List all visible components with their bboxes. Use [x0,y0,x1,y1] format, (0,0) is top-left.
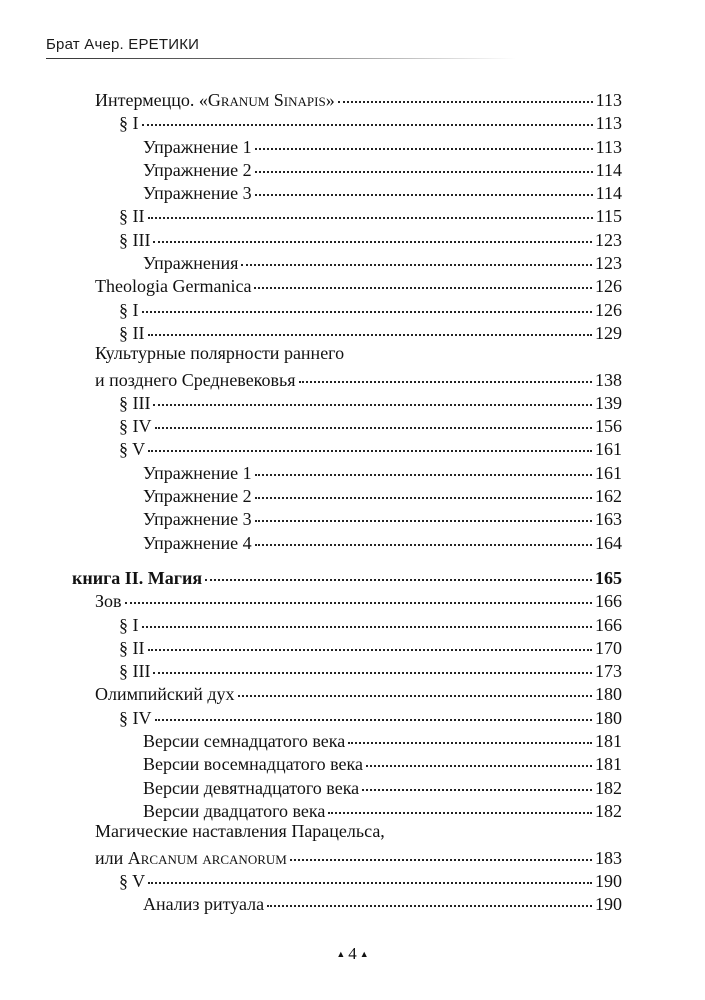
toc-entry[interactable] [119,319,622,342]
dot-leader [155,701,593,721]
toc-page-number: 165 [595,567,622,588]
toc-page-number: 173 [595,661,622,682]
toc-page-number: 183 [595,847,622,868]
dot-leader [241,246,592,266]
toc-entry-title-text: Упражнение 4 [143,532,252,553]
dot-leader [142,608,593,628]
toc-page-number: 181 [595,754,622,775]
table-of-contents [0,86,705,913]
toc-page-number: 181 [595,731,622,752]
toc-entry-title-text: или [95,847,128,868]
dot-leader [255,456,592,476]
toc-entry-title [119,438,145,461]
toc-entry-title-text: Упражнение 3 [143,509,252,530]
dot-leader [142,106,593,126]
toc-entry-title-text: § I [119,299,139,320]
toc-entry-title-text: § V [119,870,146,891]
running-head: Брат Ачер. ЕРЕТИКИ [46,36,200,53]
dot-leader [148,864,592,884]
toc-page-number: 113 [595,90,622,110]
dot-leader [338,83,593,103]
dot-leader [153,654,592,674]
toc-entry-title-text: книга II. Магия [72,567,203,588]
toc-entry-title-text: § III [119,661,151,682]
toc-entry[interactable] [143,529,622,552]
toc-page-number: 190 [595,894,622,915]
folio-ornament-right-icon: ▲ [359,949,369,959]
toc-page-number: 180 [595,707,622,728]
toc-page-number: 163 [595,509,622,530]
dot-leader [255,130,593,150]
dot-leader [255,153,593,173]
toc-page-number: 126 [595,299,622,320]
dot-leader [290,841,592,861]
toc-page-number: 126 [595,276,622,297]
toc-entry-title-text: и позднего Средневековья [95,369,296,390]
dot-leader [205,561,592,581]
dot-leader [142,293,593,313]
dot-leader [255,479,592,499]
header-rule [46,58,516,59]
toc-page-number: 114 [595,159,622,180]
folio-ornament-left-icon: ▲ [336,949,346,959]
toc-entry[interactable] [143,890,622,913]
toc-entry-title-text: § IV [119,416,152,437]
toc-entry-title-text: Зов [95,591,122,612]
toc-entry-title-text: Упражнение 1 [143,136,252,157]
toc-entry-title-text: § II [119,322,145,343]
dot-leader [328,794,592,814]
toc-page-number: 161 [595,462,622,483]
toc-page-number: 123 [595,229,622,250]
toc-entry-title-tail: » [325,90,335,110]
toc-page-number: 166 [595,591,622,612]
toc-page-number: 156 [595,416,622,437]
toc-entry-title-text: § IV [119,707,152,728]
toc-entry-title-text: Упражнение 2 [143,486,252,507]
toc-page-number: 138 [595,369,622,390]
toc-entry-title-text: Упражнение 2 [143,159,252,180]
dot-leader [153,223,592,243]
dot-leader [148,316,593,336]
toc-entry-title [143,532,252,555]
dot-leader [255,526,592,546]
toc-entry-title-text: Версии восемнадцатого века [143,754,364,775]
toc-entry-title-text: Интермеццо. « [95,90,208,110]
toc-entry-title-text: § III [119,229,151,250]
toc-entry-title-text: Theologia Germanica [95,276,252,297]
page-folio [0,944,705,964]
toc-page-number: 164 [595,532,622,553]
dot-leader [267,887,592,907]
toc-entry-title [119,112,139,135]
dot-leader [254,269,592,289]
toc-entry-title-smallcaps: Arcanum arcanorum [127,847,287,868]
toc-page-number: 170 [595,637,622,658]
toc-entry-title [119,870,145,893]
toc-entry-title-text: § III [119,392,151,413]
toc-page-number: 129 [595,322,622,343]
toc-entry-title-text: § V [119,439,146,460]
toc-page-number: 123 [595,253,622,274]
toc-page-number: 180 [595,684,622,705]
dot-leader [148,432,592,452]
toc-page-number: 166 [595,614,622,635]
page-number: 4 [348,944,357,963]
toc-page-number: 139 [595,392,622,413]
toc-page-number: 162 [595,486,622,507]
toc-page-number: 115 [595,206,622,227]
toc-entry-title [95,590,122,613]
toc-page-number: 113 [595,113,622,134]
dot-leader [148,199,593,219]
toc-entry-title-text: Упражнение 1 [143,462,252,483]
toc-entry[interactable] [143,797,622,820]
dot-leader [255,176,593,196]
toc-entry-title [143,893,264,916]
toc-page-number: 182 [595,800,622,821]
toc-entry-title-text: Упражнения [143,253,239,274]
toc-page-number: 113 [595,136,622,157]
toc-entry-title-text: Олимпийский дух [95,684,235,705]
toc-entry-title-text: Упражнение 3 [143,183,252,204]
dot-leader [366,747,592,767]
dot-leader [155,409,593,429]
dot-leader [255,502,592,522]
toc-entry-title-text: Анализ ритуала [143,894,265,915]
toc-entry-title-smallcaps: Granum Sinapis [207,90,326,110]
toc-entry-title-text: § I [119,113,139,134]
dot-leader [299,363,592,383]
dot-leader [362,771,592,791]
toc-entry-title-text: Культурные полярности раннего [95,343,345,364]
dot-leader [153,386,592,406]
dot-leader [125,584,592,604]
toc-page-number: 114 [595,183,622,204]
toc-page-number: 190 [595,870,622,891]
toc-entry-title-text: § I [119,614,139,635]
toc-entry-title-text: Версии семнадцатого века [143,731,346,752]
toc-entry-title-text: Магические наставления Парацельса, [95,821,385,842]
toc-page-number: 161 [595,439,622,460]
toc-page-number: 182 [595,777,622,798]
dot-leader [238,677,592,697]
toc-entry-title-text: § II [119,206,145,227]
dot-leader [148,631,593,651]
toc-entry-title-text: Версии двадцатого века [143,800,326,821]
toc-entry-title-text: Версии девятнадцатого века [143,777,360,798]
dot-leader [348,724,592,744]
toc-entry-title-text: § II [119,637,145,658]
